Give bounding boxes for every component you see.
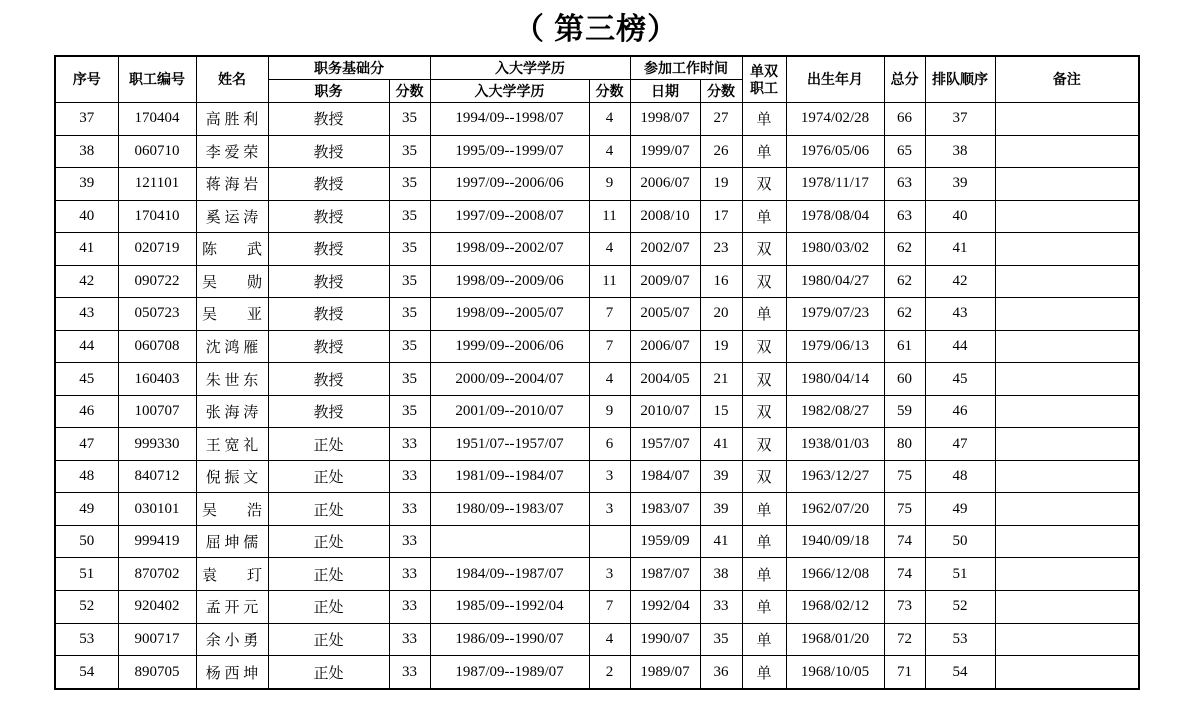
- cell-education: 1998/09--2009/06: [430, 265, 589, 298]
- cell-seq: 41: [55, 233, 118, 266]
- col-header-position: 职务: [268, 80, 389, 103]
- cell-name: 倪 振 文: [196, 460, 268, 493]
- cell-education-score: 3: [589, 558, 630, 591]
- cell-remark: [995, 460, 1139, 493]
- cell-queue-order: 39: [925, 168, 995, 201]
- cell-remark: [995, 168, 1139, 201]
- cell-seq: 39: [55, 168, 118, 201]
- cell-education: 1987/09--1989/07: [430, 656, 589, 689]
- cell-position-score: 35: [389, 200, 430, 233]
- cell-work-date: 2008/10: [630, 200, 700, 233]
- cell-birth-date: 1938/01/03: [786, 428, 884, 461]
- cell-remark: [995, 330, 1139, 363]
- cell-work-date: 1992/04: [630, 590, 700, 623]
- cell-queue-order: 44: [925, 330, 995, 363]
- cell-seq: 45: [55, 363, 118, 396]
- cell-work-score: 41: [700, 428, 742, 461]
- cell-birth-date: 1976/05/06: [786, 135, 884, 168]
- cell-work-date: 1990/07: [630, 623, 700, 656]
- cell-work-score: 39: [700, 493, 742, 526]
- table-row: [55, 363, 1139, 396]
- cell-worker-type: 双: [742, 395, 786, 428]
- cell-work-score: 17: [700, 200, 742, 233]
- cell-seq: 37: [55, 103, 118, 136]
- cell-worker-type: 单: [742, 590, 786, 623]
- cell-remark: [995, 103, 1139, 136]
- cell-remark: [995, 200, 1139, 233]
- cell-name: 张 海 涛: [196, 395, 268, 428]
- cell-position: 正处: [268, 623, 389, 656]
- cell-position-score: 33: [389, 525, 430, 558]
- cell-education: 1998/09--2005/07: [430, 298, 589, 331]
- cell-seq: 40: [55, 200, 118, 233]
- cell-seq: 53: [55, 623, 118, 656]
- cell-birth-date: 1974/02/28: [786, 103, 884, 136]
- cell-total-score: 74: [884, 525, 925, 558]
- cell-work-date: 2004/05: [630, 363, 700, 396]
- cell-employee-id: 060710: [118, 135, 196, 168]
- cell-name: 屈 坤 儒: [196, 525, 268, 558]
- col-header-position-score: 分数: [389, 80, 430, 103]
- col-header-total-score: 总分: [884, 56, 925, 103]
- col-header-university-education: 入大学学历: [430, 80, 589, 103]
- cell-birth-date: 1968/10/05: [786, 656, 884, 689]
- cell-queue-order: 37: [925, 103, 995, 136]
- cell-work-date: 1959/09: [630, 525, 700, 558]
- cell-position-score: 35: [389, 265, 430, 298]
- table-row: [55, 525, 1139, 558]
- cell-name: 奚 运 涛: [196, 200, 268, 233]
- cell-work-date: 2006/07: [630, 330, 700, 363]
- cell-name: 余 小 勇: [196, 623, 268, 656]
- cell-birth-date: 1963/12/27: [786, 460, 884, 493]
- cell-total-score: 75: [884, 460, 925, 493]
- cell-position: 正处: [268, 525, 389, 558]
- cell-name: 吴 亚: [196, 298, 268, 331]
- cell-queue-order: 49: [925, 493, 995, 526]
- cell-worker-type: 双: [742, 428, 786, 461]
- cell-position-score: 35: [389, 298, 430, 331]
- cell-employee-id: 900717: [118, 623, 196, 656]
- cell-education: 1997/09--2008/07: [430, 200, 589, 233]
- cell-queue-order: 52: [925, 590, 995, 623]
- col-header-seq: 序号: [55, 56, 118, 103]
- cell-position: 教授: [268, 233, 389, 266]
- cell-birth-date: 1982/08/27: [786, 395, 884, 428]
- cell-education: 1999/09--2006/06: [430, 330, 589, 363]
- cell-education-score: 4: [589, 233, 630, 266]
- cell-education-score: 9: [589, 168, 630, 201]
- cell-employee-id: 050723: [118, 298, 196, 331]
- cell-name: 高 胜 利: [196, 103, 268, 136]
- cell-worker-type: 双: [742, 233, 786, 266]
- cell-birth-date: 1962/07/20: [786, 493, 884, 526]
- cell-employee-id: 840712: [118, 460, 196, 493]
- cell-education-score: 7: [589, 298, 630, 331]
- cell-birth-date: 1980/04/27: [786, 265, 884, 298]
- cell-total-score: 63: [884, 200, 925, 233]
- cell-employee-id: 170404: [118, 103, 196, 136]
- worker-type-line1: 单双: [750, 63, 778, 80]
- cell-education-score: 7: [589, 590, 630, 623]
- cell-education: 2000/09--2004/07: [430, 363, 589, 396]
- col-header-remark: 备注: [995, 56, 1139, 103]
- cell-worker-type: 单: [742, 656, 786, 689]
- col-header-university-education-group: 入大学学历: [430, 56, 630, 80]
- cell-work-date: 1957/07: [630, 428, 700, 461]
- cell-birth-date: 1968/02/12: [786, 590, 884, 623]
- cell-education-score: 9: [589, 395, 630, 428]
- table-row: [55, 265, 1139, 298]
- cell-work-date: 1987/07: [630, 558, 700, 591]
- cell-education-score: 4: [589, 623, 630, 656]
- cell-name: 杨 西 坤: [196, 656, 268, 689]
- cell-position: 教授: [268, 168, 389, 201]
- table-row: [55, 590, 1139, 623]
- col-header-work-score: 分数: [700, 80, 742, 103]
- cell-worker-type: 单: [742, 558, 786, 591]
- cell-education-score: 4: [589, 135, 630, 168]
- cell-education: 1986/09--1990/07: [430, 623, 589, 656]
- cell-work-score: 41: [700, 525, 742, 558]
- cell-work-score: 15: [700, 395, 742, 428]
- cell-worker-type: 双: [742, 460, 786, 493]
- cell-position: 正处: [268, 590, 389, 623]
- col-header-work-date: 日期: [630, 80, 700, 103]
- table-row: [55, 493, 1139, 526]
- page-title: （ 第三榜）: [513, 13, 679, 46]
- cell-name: 蒋 海 岩: [196, 168, 268, 201]
- cell-remark: [995, 265, 1139, 298]
- cell-name: 袁 玎: [196, 558, 268, 591]
- cell-position-score: 35: [389, 233, 430, 266]
- cell-education-score: [589, 525, 630, 558]
- cell-birth-date: 1940/09/18: [786, 525, 884, 558]
- cell-education: 1984/09--1987/07: [430, 558, 589, 591]
- cell-seq: 38: [55, 135, 118, 168]
- cell-position: 正处: [268, 493, 389, 526]
- table-row: [55, 103, 1139, 136]
- header-row-1: [55, 56, 1139, 80]
- cell-employee-id: 170410: [118, 200, 196, 233]
- col-header-work-start-group: 参加工作时间: [630, 56, 742, 80]
- cell-name: 吴 勋: [196, 265, 268, 298]
- cell-worker-type: 单: [742, 298, 786, 331]
- cell-total-score: 65: [884, 135, 925, 168]
- cell-seq: 52: [55, 590, 118, 623]
- cell-worker-type: 单: [742, 493, 786, 526]
- cell-work-date: 2002/07: [630, 233, 700, 266]
- table-row: [55, 395, 1139, 428]
- cell-name: 沈 鸿 雁: [196, 330, 268, 363]
- cell-employee-id: 999330: [118, 428, 196, 461]
- cell-education-score: 3: [589, 493, 630, 526]
- cell-total-score: 75: [884, 493, 925, 526]
- cell-education: [430, 525, 589, 558]
- cell-remark: [995, 135, 1139, 168]
- cell-queue-order: 45: [925, 363, 995, 396]
- cell-education: 1998/09--2002/07: [430, 233, 589, 266]
- cell-worker-type: 单: [742, 623, 786, 656]
- cell-remark: [995, 656, 1139, 689]
- cell-worker-type: 单: [742, 525, 786, 558]
- cell-birth-date: 1968/01/20: [786, 623, 884, 656]
- cell-work-score: 19: [700, 330, 742, 363]
- cell-queue-order: 48: [925, 460, 995, 493]
- cell-work-date: 1989/07: [630, 656, 700, 689]
- cell-seq: 51: [55, 558, 118, 591]
- cell-education: 1981/09--1984/07: [430, 460, 589, 493]
- cell-queue-order: 38: [925, 135, 995, 168]
- cell-remark: [995, 233, 1139, 266]
- cell-employee-id: 160403: [118, 363, 196, 396]
- cell-employee-id: 999419: [118, 525, 196, 558]
- worker-type-line2: 职工: [750, 79, 778, 96]
- cell-total-score: 80: [884, 428, 925, 461]
- cell-employee-id: 920402: [118, 590, 196, 623]
- col-header-employee-id: 职工编号: [118, 56, 196, 103]
- cell-work-score: 26: [700, 135, 742, 168]
- table-row: [55, 298, 1139, 331]
- cell-position: 正处: [268, 428, 389, 461]
- cell-employee-id: 870702: [118, 558, 196, 591]
- table-row: [55, 135, 1139, 168]
- cell-total-score: 62: [884, 233, 925, 266]
- cell-work-date: 1999/07: [630, 135, 700, 168]
- cell-remark: [995, 395, 1139, 428]
- cell-seq: 46: [55, 395, 118, 428]
- cell-position-score: 33: [389, 558, 430, 591]
- cell-position: 正处: [268, 558, 389, 591]
- cell-work-date: 1984/07: [630, 460, 700, 493]
- cell-birth-date: 1966/12/08: [786, 558, 884, 591]
- cell-education-score: 11: [589, 200, 630, 233]
- cell-education: 1980/09--1983/07: [430, 493, 589, 526]
- table-row: [55, 558, 1139, 591]
- cell-education: 1995/09--1999/07: [430, 135, 589, 168]
- table-row: [55, 200, 1139, 233]
- cell-position: 教授: [268, 330, 389, 363]
- col-header-position-base-score-group: 职务基础分: [268, 56, 430, 80]
- cell-work-score: 39: [700, 460, 742, 493]
- cell-seq: 48: [55, 460, 118, 493]
- cell-total-score: 62: [884, 298, 925, 331]
- cell-education-score: 4: [589, 363, 630, 396]
- cell-position-score: 35: [389, 363, 430, 396]
- cell-worker-type: 单: [742, 103, 786, 136]
- table-header: [55, 56, 1139, 103]
- cell-employee-id: 030101: [118, 493, 196, 526]
- cell-birth-date: 1978/08/04: [786, 200, 884, 233]
- cell-position-score: 35: [389, 395, 430, 428]
- cell-remark: [995, 623, 1139, 656]
- table-row: [55, 330, 1139, 363]
- cell-position-score: 33: [389, 623, 430, 656]
- cell-position-score: 33: [389, 656, 430, 689]
- table-body: [55, 103, 1139, 690]
- cell-work-score: 21: [700, 363, 742, 396]
- col-header-education-score: 分数: [589, 80, 630, 103]
- cell-queue-order: 43: [925, 298, 995, 331]
- cell-education-score: 2: [589, 656, 630, 689]
- cell-name: 吴 浩: [196, 493, 268, 526]
- table-row: [55, 233, 1139, 266]
- cell-birth-date: 1980/03/02: [786, 233, 884, 266]
- cell-worker-type: 双: [742, 265, 786, 298]
- cell-queue-order: 54: [925, 656, 995, 689]
- cell-employee-id: 890705: [118, 656, 196, 689]
- table-row: [55, 428, 1139, 461]
- cell-total-score: 62: [884, 265, 925, 298]
- cell-position: 教授: [268, 298, 389, 331]
- cell-position: 教授: [268, 135, 389, 168]
- cell-worker-type: 单: [742, 200, 786, 233]
- cell-work-score: 27: [700, 103, 742, 136]
- cell-work-score: 35: [700, 623, 742, 656]
- cell-work-date: 1998/07: [630, 103, 700, 136]
- cell-education: 1951/07--1957/07: [430, 428, 589, 461]
- cell-remark: [995, 558, 1139, 591]
- cell-seq: 44: [55, 330, 118, 363]
- cell-position-score: 35: [389, 103, 430, 136]
- cell-employee-id: 090722: [118, 265, 196, 298]
- cell-worker-type: 单: [742, 135, 786, 168]
- cell-total-score: 66: [884, 103, 925, 136]
- col-header-worker-type: [742, 56, 786, 103]
- cell-worker-type: 双: [742, 168, 786, 201]
- cell-education: 1985/09--1992/04: [430, 590, 589, 623]
- cell-queue-order: 42: [925, 265, 995, 298]
- cell-work-score: 16: [700, 265, 742, 298]
- cell-position: 教授: [268, 200, 389, 233]
- cell-remark: [995, 428, 1139, 461]
- cell-education-score: 4: [589, 103, 630, 136]
- cell-work-date: 1983/07: [630, 493, 700, 526]
- cell-position: 教授: [268, 265, 389, 298]
- cell-education-score: 6: [589, 428, 630, 461]
- cell-education-score: 7: [589, 330, 630, 363]
- col-header-name: 姓名: [196, 56, 268, 103]
- cell-birth-date: 1979/06/13: [786, 330, 884, 363]
- cell-education: 1994/09--1998/07: [430, 103, 589, 136]
- cell-work-date: 2009/07: [630, 265, 700, 298]
- cell-queue-order: 40: [925, 200, 995, 233]
- cell-education: 2001/09--2010/07: [430, 395, 589, 428]
- cell-total-score: 63: [884, 168, 925, 201]
- cell-birth-date: 1979/07/23: [786, 298, 884, 331]
- cell-seq: 43: [55, 298, 118, 331]
- cell-remark: [995, 493, 1139, 526]
- cell-work-score: 19: [700, 168, 742, 201]
- cell-seq: 50: [55, 525, 118, 558]
- cell-remark: [995, 363, 1139, 396]
- cell-position: 正处: [268, 656, 389, 689]
- cell-remark: [995, 298, 1139, 331]
- cell-seq: 47: [55, 428, 118, 461]
- table-row: [55, 623, 1139, 656]
- cell-position-score: 35: [389, 135, 430, 168]
- cell-position-score: 33: [389, 590, 430, 623]
- cell-work-score: 38: [700, 558, 742, 591]
- table-row: [55, 168, 1139, 201]
- cell-remark: [995, 590, 1139, 623]
- cell-position-score: 35: [389, 330, 430, 363]
- cell-work-score: 23: [700, 233, 742, 266]
- cell-education-score: 11: [589, 265, 630, 298]
- cell-employee-id: 060708: [118, 330, 196, 363]
- cell-worker-type: 双: [742, 363, 786, 396]
- cell-employee-id: 020719: [118, 233, 196, 266]
- cell-work-date: 2005/07: [630, 298, 700, 331]
- cell-name: 朱 世 东: [196, 363, 268, 396]
- cell-employee-id: 100707: [118, 395, 196, 428]
- cell-work-score: 33: [700, 590, 742, 623]
- cell-name: 陈 武: [196, 233, 268, 266]
- cell-name: 孟 开 元: [196, 590, 268, 623]
- cell-work-score: 20: [700, 298, 742, 331]
- cell-seq: 54: [55, 656, 118, 689]
- cell-birth-date: 1980/04/14: [786, 363, 884, 396]
- cell-birth-date: 1978/11/17: [786, 168, 884, 201]
- cell-work-date: 2006/07: [630, 168, 700, 201]
- cell-remark: [995, 525, 1139, 558]
- cell-position-score: 33: [389, 493, 430, 526]
- cell-queue-order: 41: [925, 233, 995, 266]
- table-row: [55, 656, 1139, 689]
- cell-name: 李 爱 荣: [196, 135, 268, 168]
- cell-employee-id: 121101: [118, 168, 196, 201]
- cell-total-score: 61: [884, 330, 925, 363]
- cell-queue-order: 47: [925, 428, 995, 461]
- cell-position-score: 33: [389, 428, 430, 461]
- ranking-table: [54, 55, 1140, 690]
- cell-position-score: 33: [389, 460, 430, 493]
- cell-total-score: 73: [884, 590, 925, 623]
- cell-queue-order: 53: [925, 623, 995, 656]
- cell-queue-order: 50: [925, 525, 995, 558]
- cell-position: 教授: [268, 103, 389, 136]
- cell-seq: 42: [55, 265, 118, 298]
- cell-position-score: 35: [389, 168, 430, 201]
- cell-position: 教授: [268, 395, 389, 428]
- col-header-birth-date: 出生年月: [786, 56, 884, 103]
- cell-seq: 49: [55, 493, 118, 526]
- cell-work-date: 2010/07: [630, 395, 700, 428]
- cell-education: 1997/09--2006/06: [430, 168, 589, 201]
- cell-queue-order: 51: [925, 558, 995, 591]
- cell-total-score: 74: [884, 558, 925, 591]
- cell-total-score: 72: [884, 623, 925, 656]
- cell-position: 教授: [268, 363, 389, 396]
- col-header-queue-order: 排队顺序: [925, 56, 995, 103]
- cell-total-score: 59: [884, 395, 925, 428]
- cell-worker-type: 双: [742, 330, 786, 363]
- cell-queue-order: 46: [925, 395, 995, 428]
- cell-total-score: 60: [884, 363, 925, 396]
- cell-name: 王 宽 礼: [196, 428, 268, 461]
- table-row: [55, 460, 1139, 493]
- cell-total-score: 71: [884, 656, 925, 689]
- cell-work-score: 36: [700, 656, 742, 689]
- cell-education-score: 3: [589, 460, 630, 493]
- cell-position: 正处: [268, 460, 389, 493]
